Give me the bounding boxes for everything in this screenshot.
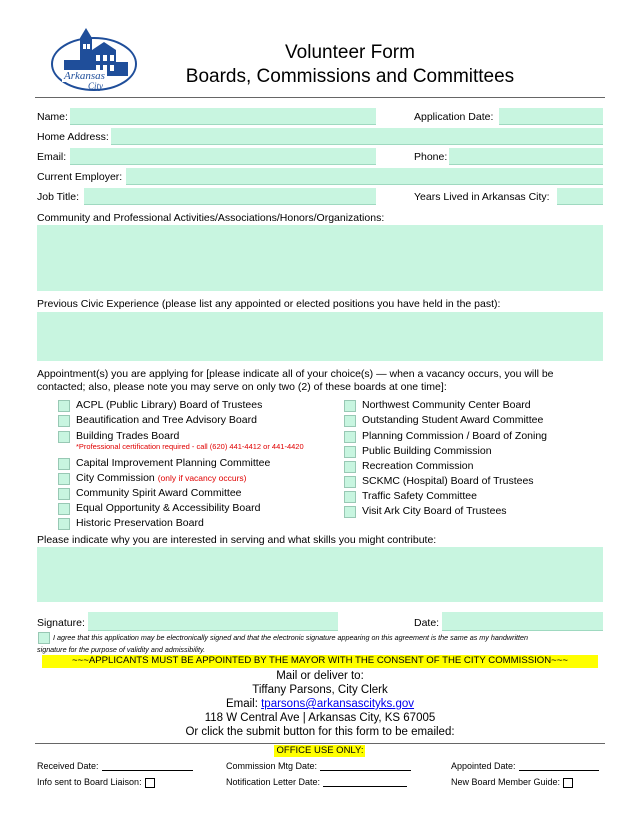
appointed-date-line[interactable] [519,769,599,771]
years-lived-label: Years Lived in Arkansas City: [414,191,550,203]
signature-date-field[interactable] [442,612,603,631]
current-employer-field[interactable] [126,168,603,185]
checkbox-acpl[interactable] [58,400,70,412]
option-equal-opportunity: Equal Opportunity & Accessibility Board [76,502,261,514]
form-subtitle: Boards, Commissions and Committees [185,66,515,87]
notification-label: Notification Letter Date: [226,777,321,787]
name-field[interactable] [70,108,376,125]
option-planning-commission: Planning Commission / Board of Zoning [362,430,548,442]
clerk-email-link[interactable]: tparsons@arkansascityks.gov [261,698,415,710]
received-date-label: Received Date: [37,761,99,771]
commission-mtg-date [226,761,411,771]
name-label: Name: [37,111,68,123]
form-title: Volunteer Form [285,42,415,63]
years-lived-field[interactable] [557,188,603,205]
option-beautification: Beautification and Tree Advisory Board [76,414,257,426]
submit-instructions: Or click the submit button for this form to be emailed: [185,726,455,738]
email-label: Email: [37,151,67,163]
checkbox-community-spirit[interactable] [58,488,70,500]
received-date [37,761,193,771]
checkbox-city-commission[interactable] [58,473,70,485]
checkbox-building-trades[interactable] [58,431,70,443]
office-divider [35,743,605,744]
checkbox-public-building[interactable] [344,446,356,458]
option-sckmc: SCKMC (Hospital) Board of Trustees [362,475,534,487]
consent-banner-text: ~~~APPLICANTS MUST BE APPOINTED BY THE MAYOR WITH THE CONSENT OF THE CITY COMMISSION~~~ [72,655,568,666]
checkbox-recreation[interactable] [344,461,356,473]
option-building-trades: Building Trades Board [76,430,180,442]
info-sent-label: Info sent to Board Liaison: [37,777,142,787]
community-textarea[interactable] [37,225,603,291]
interest-textarea[interactable] [37,547,603,602]
checkbox-beautification[interactable] [58,415,70,427]
commission-mtg-line[interactable] [320,769,411,771]
civic-label: Previous Civic Experience (please list any appointed or elected positions you have held in the past): [37,298,501,310]
phone-field[interactable] [449,148,603,165]
logo-text-bottom: City [88,81,103,91]
email-label-text: Email: [225,698,258,710]
option-northwest: Northwest Community Center Board [362,399,531,411]
email-line [0,698,640,710]
job-title-label: Job Title: [37,191,80,203]
agree-checkbox[interactable] [38,632,50,644]
community-label: Community and Professional Activities/Associations/Honors/Organizations: [37,212,385,224]
checkbox-capital-improvement[interactable] [58,458,70,470]
checkbox-visit-ark-city[interactable] [344,506,356,518]
option-historic-preservation: Historic Preservation Board [76,517,204,529]
city-commission-note: (only if vacancy occurs) [157,473,247,483]
checkbox-historic-preservation[interactable] [58,518,70,530]
option-community-spirit: Community Spirit Award Committee [76,487,242,499]
commission-mtg-label: Commission Mtg Date: [226,761,318,771]
appointed-date-label: Appointed Date: [451,761,516,771]
job-title-field[interactable] [84,188,376,205]
mail-heading: Mail or deliver to: [276,670,364,682]
notification-line[interactable] [323,785,407,787]
new-member-guide [451,777,573,788]
appointed-date [451,761,599,771]
signature-label: Signature: [37,617,85,629]
checkbox-traffic-safety[interactable] [344,491,356,503]
option-outstanding-student: Outstanding Student Award Committee [362,414,544,426]
agree-text-1: I agree that this application may be electronically signed and that the electronic signature appearing on this agreement is the same as my handwritten [53,633,529,642]
option-city-commission [76,472,247,484]
application-date-field[interactable] [499,108,603,125]
checkbox-sckmc[interactable] [344,476,356,488]
civic-textarea[interactable] [37,312,603,361]
received-date-line[interactable] [102,769,193,771]
option-visit-ark-city: Visit Ark City Board of Trustees [362,505,507,517]
home-address-label: Home Address: [37,131,109,143]
appointment-instructions-1: Appointment(s) you are applying for [please indicate all of your choice(s) — when a vacancy occurs, you will be [37,368,554,380]
signature-date-label: Date: [414,617,440,629]
signature-field[interactable] [88,612,338,631]
option-capital-improvement: Capital Improvement Planning Committee [76,457,271,469]
option-acpl: ACPL (Public Library) Board of Trustees [76,399,263,411]
new-member-checkbox[interactable] [563,778,573,788]
office-use-title: OFFICE USE ONLY: [276,745,364,756]
mail-address: 118 W Central Ave | Arkansas City, KS 67005 [204,712,436,724]
option-public-building: Public Building Commission [362,445,492,457]
info-sent [37,777,155,788]
current-employer-label: Current Employer: [37,171,123,183]
phone-label: Phone: [414,151,448,163]
info-sent-checkbox[interactable] [145,778,155,788]
appointment-instructions-2: contacted; also, please note you may serve on only two (2) of these boards at one time]: [37,381,447,393]
checkbox-equal-opportunity[interactable] [58,503,70,515]
checkbox-northwest[interactable] [344,400,356,412]
home-address-field[interactable] [111,128,603,145]
building-trades-note: *Professional certification required - call (620) 441-4412 or 441-4420 [76,442,304,451]
city-commission-label: City Commission [76,472,155,484]
option-traffic-safety: Traffic Safety Committee [362,490,477,502]
option-recreation: Recreation Commission [362,460,474,472]
checkbox-planning-commission[interactable] [344,431,356,443]
agree-text-2: signature for the purpose of validity and admissibility. [37,645,206,654]
checkbox-outstanding-student[interactable] [344,415,356,427]
email-field[interactable] [70,148,376,165]
interest-label: Please indicate why you are interested in serving and what skills you might contribute: [37,534,437,546]
logo-text-top: Arkansas [64,70,105,82]
application-date-label: Application Date: [414,111,494,123]
header-divider [35,97,605,98]
notification-date [226,777,407,787]
clerk-name: Tiffany Parsons, City Clerk [252,684,388,696]
new-member-label: New Board Member Guide: [451,777,561,787]
